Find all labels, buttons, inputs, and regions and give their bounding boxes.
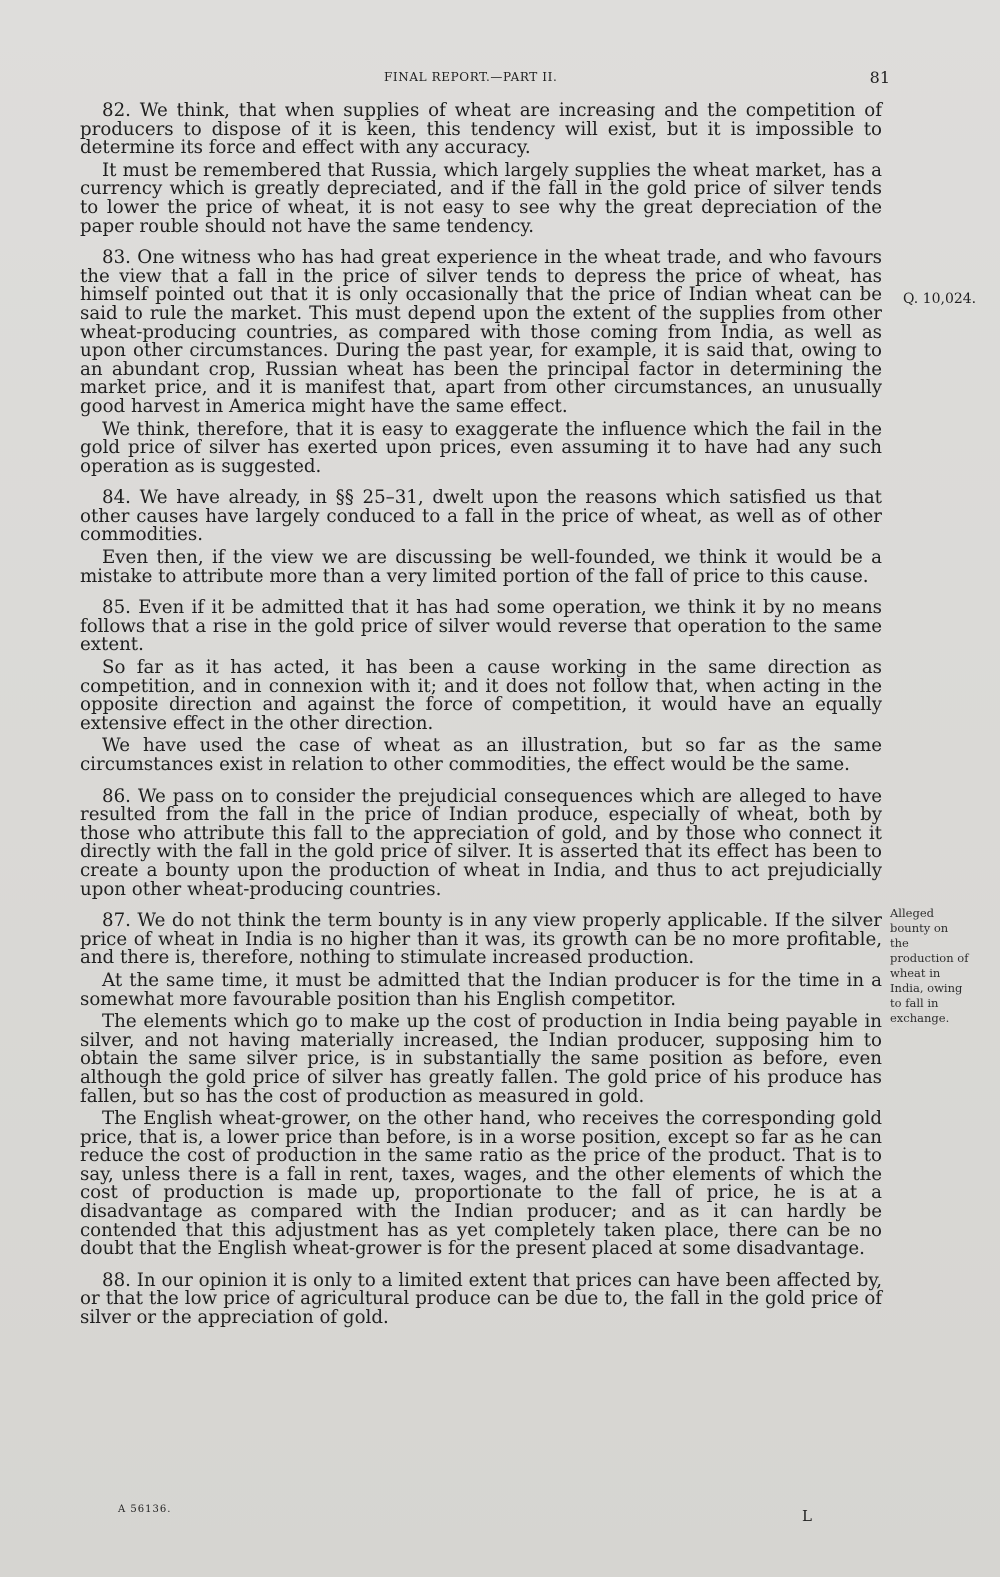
page-header	[0, 68, 1000, 90]
section-86	[80, 785, 882, 900]
paragraph: 87. We do not think the term bounty is in any view properly applicable. If the silver price of wheat in India is no higher than it was, its growth can be no more profitable, and there is, therefore, nothing to stimulate increased production.	[80, 910, 882, 969]
report-body	[80, 102, 882, 1341]
section-84	[80, 489, 882, 586]
paragraph: 88. In our opinion it is only to a limited extent that prices can have been affected by, or that the low price of agricultural produce can be due to, the fall in the gold price of silver or the appreciation of gold.	[80, 1269, 882, 1329]
paragraph: 83. One witness who has had great experience in the wheat trade, and who favours the view that a fall in the price of silver tends to depress the price of wheat, has himself pointed out that it is only occasionally that the price of Indian wheat can be said to rule the market. This must depend upon the extent of the supplies from other wheat-producing countries, as compared with those coming from India, as well as upon other circumstances. During the past year, for example, it is said that, owing to an abundant crop, Russian wheat has been the principal factor in determining the market price, and it is manifest that, apart from other circumstances, an unusually good harvest in America might have the same effect.	[80, 247, 882, 417]
paragraph: At the same time, it must be admitted that the Indian producer is for the time in a somewhat more favourable position than his English competitor.	[80, 969, 882, 1010]
section-85	[80, 599, 882, 774]
running-title: FINAL REPORT.—PART II.	[384, 70, 558, 84]
paragraph: Even then, if the view we are discussing be well-founded, we think it would be a mistake to attribute more than a very limited portion of the fall of price to this cause.	[80, 547, 882, 587]
section-87	[80, 912, 882, 1259]
section-83	[80, 249, 882, 476]
paragraph: It must be remembered that Russia, which largely supplies the wheat market, has a currency which is greatly depreciated, and if the fall in the gold price of silver tends to lower the price of wheat, it is not easy to see why the great depreciation of the paper rouble should not have the same tendency.	[80, 159, 882, 237]
section-88	[80, 1269, 882, 1329]
paragraph: 85. Even if it be admitted that it has had some operation, we think it by no means follows that a rise in the gold price of silver would reverse that operation to the same extent.	[80, 597, 882, 656]
paragraph: 84. We have already, in §§ 25–31, dwelt upon the reasons which satisfied us that other causes have largely conduced to a fall in the price of wheat, as well as of other commodities.	[80, 487, 882, 546]
paragraph: The English wheat-grower, on the other hand, who receives the corresponding gold price, that is, a lower price than before, is in a worse position, except so far as he can reduce the cost of production in the same ratio as the price of the product. That is to say, unless there is a fall in rent, taxes, wages, and the other elements of which the cost of production is made up, proportionate to the fall of price, he is at a disadvantage as compared with the Indian producer; and as it can hardly be contended that this adjustment has as yet completely taken place, there can be no doubt that the English wheat-grower is for the present placed at some disadvantage.	[80, 1108, 882, 1260]
paragraph: 86. We pass on to consider the prejudicial consequences which are alleged to have resulted from the fall in the price of Indian produce, especially of wheat, both by those who attribute this fall to the appreciation of gold, and by those who connect it directly with the fall in the gold price of silver. It is asserted that its effect has been to create a bounty upon the production of wheat in India, and thus to act prejudicially upon other wheat-producing countries.	[80, 785, 882, 900]
paragraph: 82. We think, that when supplies of wheat are increasing and the competition of producers to dispose of it is keen, this tendency will exist, but it is impossible to determine its force and effect with any accuracy.	[80, 100, 882, 159]
margin-reference: Q. 10,024.	[903, 291, 977, 307]
margin-note: Alleged bounty on the production of wheat in India, owing to fall in exchange.	[890, 906, 969, 1025]
paragraph: We have used the case of wheat as an illustration, but so far as the same circumstances exist in relation to other commodities, the effect would be the same.	[80, 735, 882, 775]
signature-mark: L	[802, 1507, 812, 1525]
printer-mark: A 56136.	[118, 1504, 172, 1515]
page-number: 81	[869, 68, 890, 87]
section-82	[80, 102, 882, 236]
paragraph: We think, therefore, that it is easy to exaggerate the influence which the fail in the gold price of silver has exerted upon prices, even assuming it to have had any such operation as is suggested.	[80, 418, 882, 477]
paragraph: So far as it has acted, it has been a cause working in the same direction as competition, and in connexion with it; and it does not follow that, when acting in the opposite direction and against the force of competition, it would have an equally extensive effect in the other direction.	[80, 657, 882, 734]
paragraph: The elements which go to make up the cost of production in India being payable in silver, and not having materially increased, the Indian producer, supposing him to obtain the same silver price, is in substantially the same position as before, even although the gold price of silver has greatly fallen. The gold price of his produce has fallen, but so has the cost of production as measured in gold.	[80, 1011, 882, 1107]
